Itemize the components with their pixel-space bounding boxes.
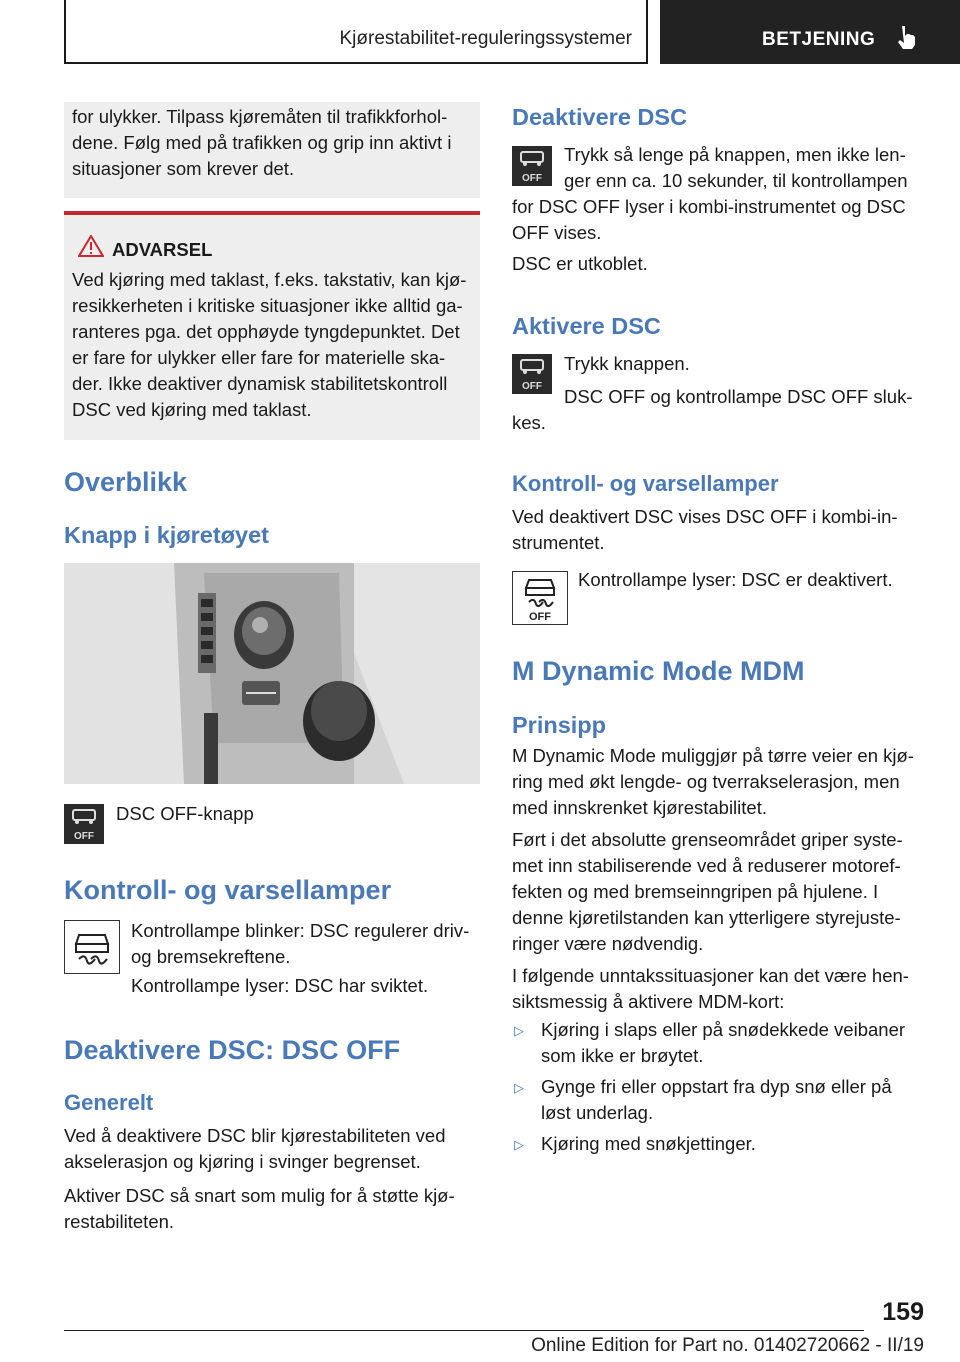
bullet-triangle-icon: ▷ — [514, 1023, 524, 1038]
warning-box — [64, 215, 480, 440]
dsc-off-icon-activate — [512, 354, 552, 394]
kontroll-right-text: Ved deaktivert DSC vises DSC OFF i kombi-in-strumentet. — [512, 506, 898, 553]
bullet-1: Kjøring i slaps eller på snødekkede veibaner som ikke er brøytet. — [541, 1019, 906, 1066]
header-tab[interactable] — [660, 0, 960, 64]
heading-kontroll-left: Kontroll- og varsellamper — [64, 875, 392, 905]
dsc-off-button-icon — [64, 804, 104, 844]
generelt-p2: Aktiver DSC så snart som mulig for å støtte kjø-restabiliteten. — [64, 1185, 455, 1232]
heading-kontroll-right: Kontroll- og varsellamper — [512, 471, 779, 496]
dsc-off-knapp-label: DSC OFF-knapp — [116, 803, 254, 824]
kontroll-lyser-text: Kontrollampe lyser: DSC har sviktet. — [131, 975, 429, 996]
utkoblet-text: DSC er utkoblet. — [512, 253, 648, 274]
pointing-hand-icon — [896, 24, 918, 50]
footer-edition: Online Edition for Part no. 01402720662 - II/19 — [531, 1335, 924, 1356]
bullet-triangle-icon: ▷ — [514, 1080, 524, 1095]
aktivere-text-2: DSC OFF og kontrollampe DSC OFF sluk- — [564, 386, 913, 407]
deaktivere-text-1: Trykk så lenge på knappen, men ikke len-ger enn ca. 10 sekunder, til kontrollampen — [564, 144, 908, 191]
dsc-warning-icon — [64, 920, 120, 974]
header-section-box — [64, 0, 648, 64]
generelt-p1: Ved å deaktivere DSC blir kjørestabiliteten ved akselerasjon og kjøring i svinger begrenset. — [64, 1125, 446, 1172]
kontroll-right-lyser: Kontrollampe lyser: DSC er deaktivert. — [578, 569, 893, 590]
svg-text:OFF: OFF — [522, 381, 542, 392]
console-photo — [64, 563, 480, 784]
bullet-triangle-icon: ▷ — [514, 1137, 524, 1152]
intro-text: for ulykker. Tilpass kjøremåten til trafikkforhol-dene. Følg med på trafikken og grip inn aktivt i situasjoner som krever det. — [72, 106, 452, 179]
mdm-p2: Ført i det absolutte grenseområdet griper syste-met inn stabiliserende ved å reduserer motoref-fekten og med bremseinngripen på hjulene. I denne kjøretilstanden kan ytterligere styrejuste-ringer være nødvendig. — [512, 829, 903, 954]
warning-text: Ved kjøring med taklast, f.eks. takstativ, kan kjø-resikkerheten i kritiske situasjoner ikke alltid ga-ranteres pga. det opphøyde tyngdepunktet. Det er fare for ulykker eller fare for materielle ska-der. Ikke deaktiver dynamisk stabilitetskontroll DSC ved kjøring med taklast. — [72, 269, 467, 420]
page-number: 159 — [882, 1298, 924, 1326]
heading-knapp: Knapp i kjøretøyet — [64, 522, 270, 548]
heading-deaktivere-dsc-off: Deaktivere DSC: DSC OFF — [64, 1035, 401, 1065]
svg-text:OFF: OFF — [529, 611, 551, 623]
heading-generelt: Generelt — [64, 1090, 154, 1115]
heading-overblikk: Overblikk — [64, 467, 188, 497]
heading-prinsipp: Prinsipp — [512, 712, 607, 738]
mdm-p1: M Dynamic Mode muliggjør på tørre veier en kjø-ring med økt lengde- og tverrakselerasjon, men med innskrenket kjørestabilitet. — [512, 745, 914, 818]
heading-mdm: M Dynamic Mode MDM — [512, 656, 805, 686]
mdm-p3: I følgende unntakssituasjoner kan det være hen-siktsmessig å aktivere MDM-kort: — [512, 965, 909, 1012]
aktivere-text-1: Trykk knappen. — [564, 353, 690, 374]
svg-text:OFF: OFF — [522, 173, 542, 184]
intro-box — [64, 102, 480, 198]
bullet-3: Kjøring med snøkjettinger. — [541, 1133, 756, 1154]
kontroll-blink-text: Kontrollampe blinker: DSC regulerer driv- og bremsekreftene. — [131, 920, 470, 967]
svg-text:OFF: OFF — [74, 831, 94, 842]
header-tab-label: BETJENING — [762, 29, 876, 50]
aktivere-text-3: kes. — [512, 412, 546, 433]
header-section-title: Kjørestabilitet-reguleringssystemer — [339, 28, 632, 49]
heading-deaktivere-dsc: Deaktivere DSC — [512, 104, 688, 130]
warning-triangle-icon — [78, 235, 104, 257]
console-illustration — [64, 563, 480, 784]
warning-title: ADVARSEL — [112, 239, 213, 260]
dsc-off-icon-deactivate — [512, 146, 552, 186]
deaktivere-text-2: for DSC OFF lyser i kombi-instrumentet og DSC OFF vises. — [512, 196, 906, 243]
dsc-off-lamp-icon — [512, 571, 568, 625]
footer-divider — [64, 1330, 864, 1331]
bullet-2: Gynge fri eller oppstart fra dyp snø eller på løst underlag. — [541, 1076, 892, 1123]
heading-aktivere-dsc: Aktivere DSC — [512, 313, 661, 339]
